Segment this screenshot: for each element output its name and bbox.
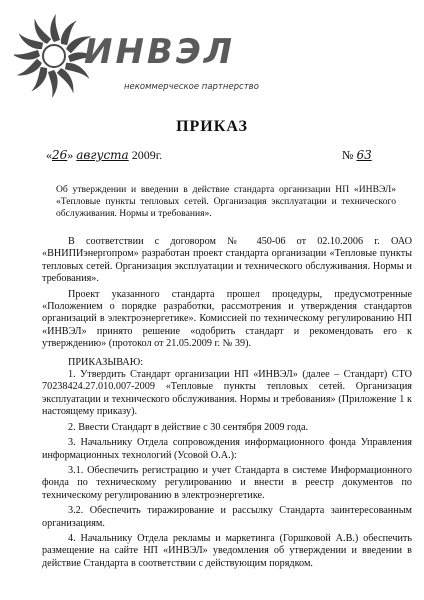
date-year: 2009 [131,148,156,162]
paragraph-procedure: Проект указанного стандарта прошел процедуры, предусмотренные «Положением о порядке разработки, рассмотрения и утверждения стандартов организаций в электроэнергетике». Комиссией по техническому регулированию НП «ИНВЭЛ» принято решение «одобрить стандарт и рекомендовать его к утверждению» (протокол от 21.05.2009 г. № 39). [42,288,412,350]
order-item-3-1: 3.1. Обеспечить регистрацию и учет Стандарта в системе Информационного фонда по техническому регулированию и внести в реестр документов по техническому регулированию в электроэнергетике. [42,464,412,501]
date-close-quote: » [67,148,74,162]
brand-subtitle: некоммерческое партнерство [124,82,259,92]
order-subject: Об утверждении и введении в действие стандарта организации НП «ИНВЭЛ» «Тепловые пункты тепловых сетей. Организация эксплуатации и технического обслуживания. Нормы и требования». [56,184,396,219]
order-number [342,148,372,163]
date-day: 26 [52,148,68,162]
order-body [42,236,412,573]
order-heading: ПРИКАЗЫВАЮ: [68,356,144,368]
order-item-4: 4. Начальнику Отдела рекламы и маркетинга (Горшковой А.В.) обеспечить размещение на сайте НП «ИНВЭЛ» уведомления об утверждении и введении в действие Стандарта в соответствии с действующим порядком. [42,532,412,569]
invel-logo-icon [14,6,94,102]
order-item-2: 2. Ввести Стандарт в действие с 30 сентября 2009 года. [68,421,309,433]
order-date [46,148,162,163]
order-item-3-2: 3.2. Обеспечить тиражирование и рассылку Стандарта заинтересованным организациям. [42,505,412,529]
order-item-1: 1. Утвердить Стандарт организации НП «ИНВЭЛ» (далее – Стандарт) СТО 70238424.27.010.007-2009 «Тепловые пункты тепловых сетей. Организация эксплуатации и технического обслуживания. Нормы и требования» (Приложение 1 к настоящему приказу). [42,369,412,418]
number-value: 63 [356,148,372,162]
date-month: августа [76,148,129,162]
page-title: ПРИКАЗ [176,118,248,135]
date-suffix: г. [155,148,163,162]
date-open-quote: « [46,148,52,162]
order-item-3: 3. Начальнику Отдела сопровождения информационного фонда Управления информационных технологий (Усовой О.А.): [42,437,412,461]
brand-name: ИНВЭЛ [84,32,236,72]
number-label: № [342,148,354,162]
paragraph-contract: В соответствии с договором № 450-06 от 02.10.2006 г. ОАО «ВНИПИэнергопром» разработан проект стандарта организации «Тепловые пункты тепловых сетей. Организация эксплуатации и технического обслуживания. Нормы и требования». [42,236,412,285]
